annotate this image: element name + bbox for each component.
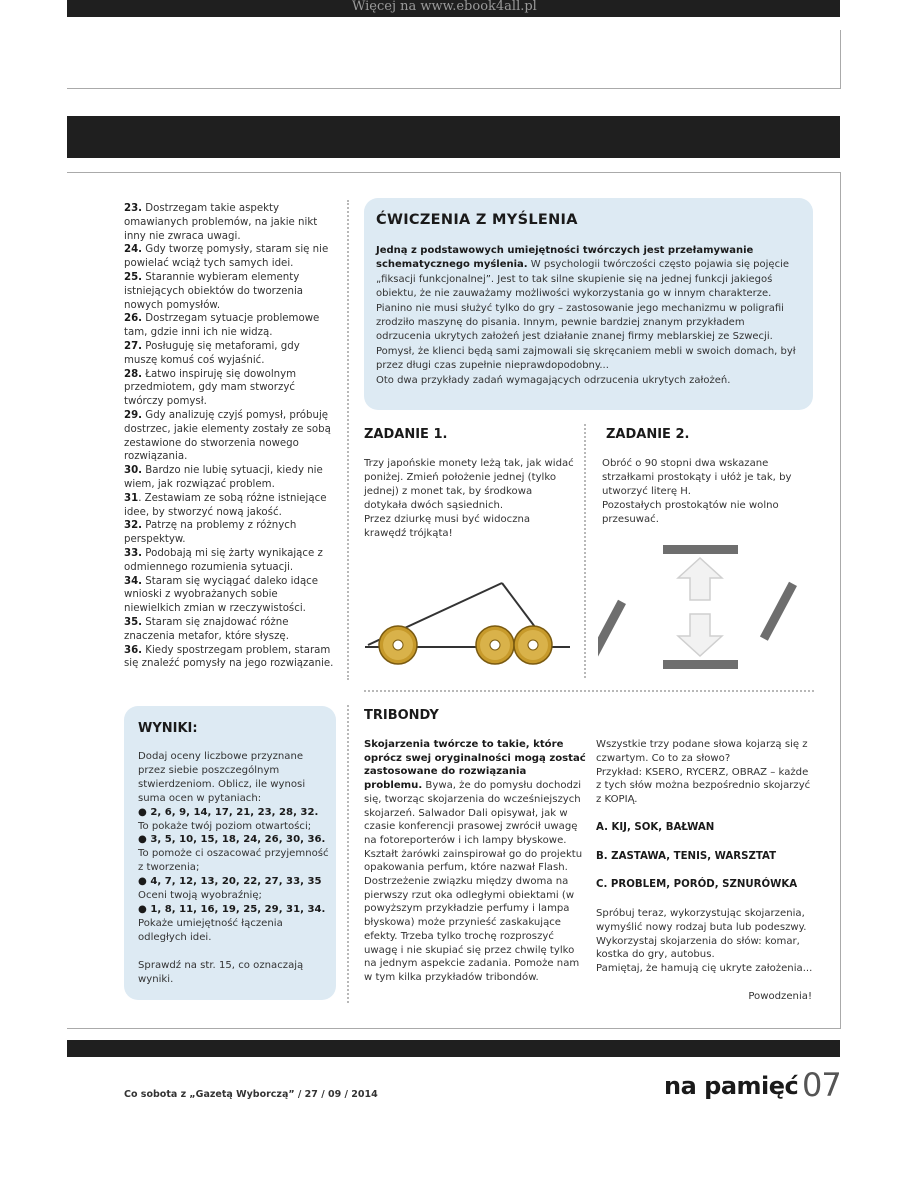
coin-icon [379, 626, 417, 664]
question-item: 30. Bardzo nie lubię sytuacji, kiedy nie wiem, jak rozwiązać problem. [124, 465, 323, 490]
question-item: 26. Dostrzegam sytuacje problemowe tam, gdzie inni ich nie widzą. [124, 313, 320, 339]
bullet-icon: ● [138, 834, 151, 846]
question-item: 31. Zestawiam ze sobą różne istniejące idee, by stworzyć nową jakość. [124, 492, 327, 518]
section-bar [67, 116, 840, 158]
arrow-down-icon [678, 614, 722, 656]
rectangle [760, 582, 797, 641]
rectangle [663, 660, 738, 669]
page-number: 07 [802, 1066, 841, 1104]
bullet-icon: ● [138, 806, 151, 818]
question-item: 29. Gdy analizuję czyjś pomysł, próbuję dostrzec, jakie elementy zostały ze sobą zestawione do stworzenia nowego rozwiązania. [124, 409, 331, 463]
task1-text: Trzy japońskie monety leżą tak, jak widać poniżej. Zmień położenie jednej (tylko jednej) z monet tak, by środkowa dotykała dwóch sąsiednich. Przez dziurkę musi być widoczna krawędź trójkąta! [364, 458, 574, 539]
question-list [124, 202, 336, 671]
task2-title: ZADANIE 2. [606, 427, 690, 442]
tribond-answer: C. PROBLEM, PORÓD, SZNURÓWKA [596, 879, 798, 890]
sign-off: Powodzenia! [748, 991, 812, 1002]
question-item: 27. Posługuję się metaforami, gdy muszę komuś coś wyjaśnić. [124, 340, 300, 366]
question-item: 36. Kiedy spostrzegam problem, staram się znaleźć pomysły na jego rozwiązanie. [124, 644, 334, 670]
question-item: 33. Podobają mi się żarty wynikające z odmiennego rozumienia sytuacji. [124, 547, 323, 573]
watermark: Więcej na www.ebook4all.pl [352, 0, 537, 14]
results-title: WYNIKI: [138, 721, 198, 736]
task2-text: Obróć o 90 stopni dwa wskazane strzałkami prostokąty i ułóż je tak, by utworzyć literę H. Pozostałych prostokątów nie wolno przesuwać. [602, 458, 792, 525]
question-item: 24. Gdy tworzę pomysły, staram się nie powielać wciąż tych samych idei. [124, 244, 329, 270]
magazine-logo: na pamięć [664, 1072, 799, 1100]
header-box [67, 30, 841, 89]
tribondy-title: TRIBONDY [364, 708, 439, 723]
tribondy-task: Spróbuj teraz, wykorzystując skojarzenia, wymyślić nowy rodzaj buta lub podeszwy. Wykorzystaj skojarzenia do słów: komar, kostka do gry, autobus. Pamiętaj, że hamują cię ukryte założenia... [596, 908, 813, 975]
question-item: 35. Staram się znajdować różne znaczenia metafor, które słyszę. [124, 616, 289, 642]
rectangle [663, 545, 738, 554]
tribond-answer: A. KIJ, SOK, BAŁWAN [596, 822, 715, 833]
tribond-answer: B. ZASTAWA, TENIS, WARSZTAT [596, 851, 777, 862]
question-item: 25. Starannie wybieram elementy istniejących obiektów do tworzenia nowych pomysłów. [124, 271, 304, 311]
question-item: 32. Patrzę na problemy z różnych perspektyw. [124, 520, 297, 546]
coin-icon [476, 626, 514, 664]
task-divider [584, 424, 586, 678]
rectangle [598, 600, 626, 659]
question-item: 23. Dostrzegam takie aspekty omawianych problemów, na jakie nikt inny nie zwraca uwagi. [124, 203, 318, 242]
column-divider [347, 200, 349, 680]
tribondy-intro: Wszystkie trzy podane słowa kojarzą się z czwartym. Co to za słowo? Przykład: KSERO, RYCERZ, OBRAZ – każde z tych słów można bezpośrednio skojarzyć z KOPIĄ. [596, 739, 811, 806]
bullet-icon: ● [138, 903, 151, 915]
coin-icon [514, 626, 552, 664]
bottom-bar [67, 1040, 840, 1057]
coins-illustration [360, 550, 580, 680]
question-item: 28. Łatwo inspiruję się dowolnym przedmiotem, gdy mam stworzyć twórczy pomysł. [124, 368, 297, 408]
section-divider [364, 690, 814, 692]
exercise-text: Jedną z podstawowych umiejętności twórczych jest przełamywanie schematycznego myślenia. W psychologii twórczości często pojawia się pojęcie „fiksacji funkcjonalnej”. Jest to tak silne skupienie się na jednej funkcji jakiegoś obiektu, że nie zauważamy możliwości wykorzystania go w innym charakterze. Pianino nie musi służyć tylko do gry – zastosowanie jego mechanizmu w poligrafii zrodziło maszynę do pisania. Innym, pewnie bardziej znanym przykładem odrzucenia ukrytych założeń jest działanie znanej firmy meblarskiej ze Szwecji. Pomysł, że klienci będą sami zajmowali się skręcaniem mebli w swoich domach, był przez długi czas zupełnie nieprawdopodobny... Oto dwa przykłady zadań wymagających odrzucenia ukrytych założeń. [376, 245, 796, 386]
tribondy-text: Skojarzenia twórcze to takie, które oprócz swej oryginalności mogą zostać zastosowane do rozwiązania problemu. Bywa, że do pomysłu dochodzi się, tworząc skojarzenia do wcześniejszych skojarzeń. Salwador Dali opisywał, jak w czasie konferencji prasowej zwrócił uwagę na fotoreporterów i ich lampy błyskowe. Kształt żarówki zainspirował go do projektu opakowania perfum, które nazwał Flash. Dostrzeżenie związku między dwoma na pierwszy rzut oka odległymi obiektami (w powyższym przykładzie perfumy i lampa błyskowa) może przynieść zaskakujące efekty. Trzeba tylko trochę rozproszyć uwagę i nie skupiać się przez chwilę tylko na jednym aspekcie zadania. Pomoże nam w tym kilka przykładów tribondów. [364, 739, 586, 983]
exercise-title: ĆWICZENIA Z MYŚLENIA [376, 212, 578, 228]
bullet-icon: ● [138, 876, 151, 888]
task1-title: ZADANIE 1. [364, 427, 448, 442]
results-text: Dodaj oceny liczbowe przyznane przez siebie poszczególnym stwierdzeniom. Oblicz, ile wynosi suma ocen w pytaniach: ● 2, 6, 9, 14, 17, 21, 23, 28, 32. To pokaże twój poziom otwartości; ● 3, 5, 10, 15, 18, 24, 26, 30, 36. To pomoże ci oszacować przyjemność z tworzenia; ● 4, 7, 12, 13, 20, 22, 27, 33, 35 Oceni twoją wyobraźnię; ● 1, 8, 11, 16, 19, 25, 29, 31, 34. Pokaże umiejętność łączenia odległych idei. Sprawdź na str. 15, co oznaczają wyniki. [138, 751, 329, 985]
arrow-up-icon [678, 558, 722, 600]
rectangles-illustration [598, 540, 798, 680]
question-item: 34. Staram się wyciągać daleko idące wnioski z wyobrażanych sobie niewielkich zmian w rzeczywistości. [124, 575, 319, 615]
column-divider [347, 705, 349, 1003]
footer-credit: Co sobota z „Gazetą Wyborczą” / 27 / 09 / 2014 [124, 1089, 378, 1100]
